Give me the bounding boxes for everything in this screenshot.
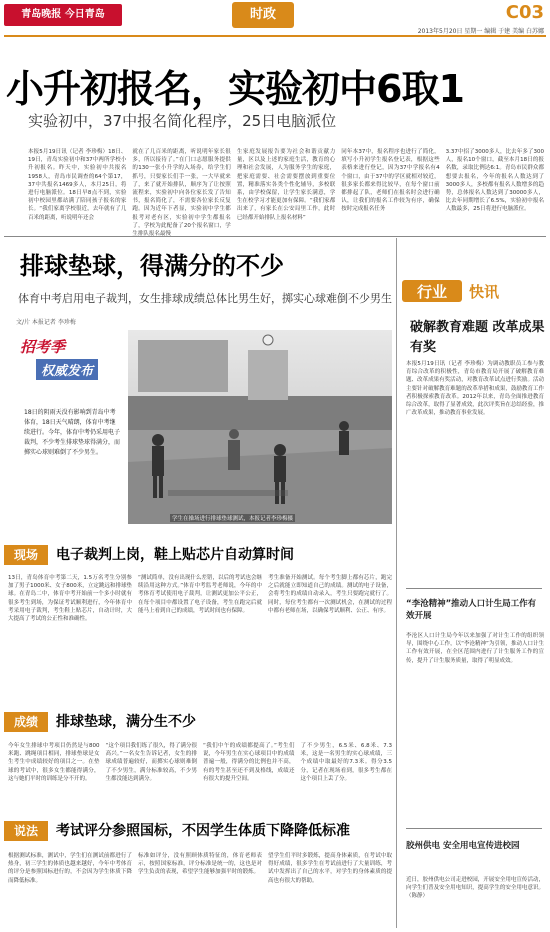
column-divider: [396, 238, 397, 928]
score-column: 了不少男生，6.5米、6.8米、7.3米，这是一名男生的实心球成绩，三个成绩中取最好的7.3米。得分3.5分，记者在现场看到，很多考生都在这个项目上丢了分。: [300, 743, 392, 782]
section-score-title[interactable]: 排球垫球，满分生不少: [56, 714, 196, 730]
industry-news-graphic: [400, 274, 504, 304]
right-body: 本报5月19日讯（记者 李珍梅）为调动教职员工参与教育综合改革的积极性，青岛市教育局开展了破解教育难题、改革成果有奖活动，对教育改革试点进行奖励。活动主要针对破解教育难题的改革举措和成果，鼓励教育工作者积极探索教育改革。2012年以来，青岛全面推进教育综合改革，取得了显著成效，此次评奖旨在总结经验，推广改革成果，推动教育事业发展。: [406, 361, 544, 417]
right-headline[interactable]: 破解教育难题 改革成果有奖: [410, 320, 545, 355]
score-column: “这个项目我们练了很久，得了满分很高兴。”一名女生告诉记者，女生的排球成绩普遍较好，而掷实心球则难倒了不少男生，满分标准较高，不少男生都没能达到满分。: [105, 743, 197, 782]
live-column: 13日，青岛体育中考第二天，1.5万名考生分别参加了男子1000米、女子800米，立定跳远和排球垫球。在青岛二中，体育中考开始前一个多小时就有很多考生到场，为保证考试顺利进行，今年体育中考采用电子裁判，考生鞋上贴芯片，自动计时，大大提高了考试的公正性和准确性。: [8, 575, 132, 623]
industry-logo-text-1: 行业: [416, 283, 448, 301]
say-column: 根据测试标准，测试中，学生们在测试前都进行了热身，初三学生的体质也越来越好，今年中考体育的评分是参照国标进行的，不会因为学生体质下降而降低标准。: [8, 853, 132, 884]
right-divider-2: [406, 828, 542, 829]
industry-news-logo: [400, 274, 504, 304]
say-column: 标准如评分，没有照顾体质特征的，体育老师表示，按照国家标准，评分标准是统一的，这也是对学生负责的表现，希望学生能够加强平时的锻炼。: [138, 853, 262, 876]
section-say-header: [4, 821, 396, 841]
photo-caption: 学生在操场进行排球垫球测试，本报记者李珍梅摄: [172, 516, 294, 522]
section-say-tag: 说法: [4, 821, 48, 841]
section-live-body: [8, 574, 392, 702]
masthead: [0, 0, 550, 38]
story1-column: 本报5月19日讯（记者 李珍梅）18日、19日，青岛实验初中和37中两所学校小升初报名。昨天中，实验初中共报名1958人，青岛市民调查的64个第17，37中共报名1469多人，本月25日，将进行电脑派位。18日早8点不到，实验初中校园里都站满了陪同孩子报名的家长。“我们家离学校很近，去年就有了几百米的距离，听说明年还会: [28, 149, 127, 221]
right-divider: [406, 588, 542, 589]
right-headline-2[interactable]: “李沧精神”推动人口计生局工作有效开展: [406, 599, 537, 621]
right-body-3: 近日，胶州供电公司走进校园，开展安全用电宣传活动，向学生们普及安全用电知识，提高学生的安全用电意识。（陈静）: [406, 877, 544, 900]
industry-logo-text-2: 快讯: [468, 283, 500, 301]
section-live-header: [4, 545, 396, 565]
main-headline[interactable]: 小升初报名，实验初中6取1: [6, 67, 464, 111]
story1-body: [28, 148, 545, 238]
main-subheadline: 实验初中，37中报名简化程序，25日电脑派位: [28, 112, 337, 130]
section-say-title[interactable]: 考试评分参照国标，不因学生体质下降降低标准: [56, 823, 350, 839]
live-column: “测试简单，没有出现什么差错，以后的考试也会继续沿用这种方式。”体育中考监考老师说，今年的中考体育考试使用电子裁判，让测试更加公平公正，在每个项目中都设置了电子设备，考生在跑完后就能马上看到自己的成绩，考试时间也有保障。: [138, 575, 262, 614]
section-live-title[interactable]: 电子裁判上岗，鞋上贴芯片自动算时间: [56, 547, 294, 563]
say-column: 望学生们平时多锻炼，提高身体素质，在考试中取得好成绩，很多学生在考试前进行了大量训练，考试中发挥出了自己的水平，对学生的身体素质的提高也有很大的帮助。: [268, 853, 392, 884]
story2-headline[interactable]: 排球垫球，得满分的不少: [20, 252, 284, 280]
newspaper-logo[interactable]: 青岛晚报 今日青岛: [4, 4, 122, 26]
right-headline-3[interactable]: 胶州供电 安全用电宣传进校园: [406, 841, 520, 851]
story1-column: 生家庭发展报告要为社会和谐贡献力量，区以及上述的家庭生活，教育的心理和社会发展，人为服务学生的家庭，把家庭需要、社会需要摆放到重要位置，精准落实各类个性化辅导，多校联系，由学校保留，让学生家长满意，学生在校学习才能更加有保障。“我们家都出来了，有家长在公安局里工作，此时已经都开始排队上报名材料”: [236, 149, 336, 221]
story2-subheadline: 体育中考启用电子裁判，女生排球成绩总体比男生好，掷实心球难倒不少男生: [18, 292, 392, 305]
story2-intro: 18日的阴雨天没有影响到青岛中考体育，18日天气晴朗，体育中考继续进行。今年，体育中考仍采用电子裁判，不少考生排球垫球得满分，而掷实心球则难倒了不少男生。: [24, 409, 121, 456]
divider: [4, 236, 546, 237]
section-score-body: [8, 742, 392, 802]
score-column: 今年女生排球中考项目仍然是与800米跑、跳绳项目相同，排球垫球是女生考生中成绩较好的项目之一。在垫球的考试中，很多女生都能得满分，这与她们平时的训练是分不开的。: [8, 743, 100, 782]
story1-column: 3.37中招了3000多人，比去年多了300人，报名10个窗口，截至本月18日的报名数，录取比例达6:1。青岛市民群众都想要去报名，今年的报名人数达到了3000多人，多校都有报名人数增多的趋势，总体报名人数达到了30000多人，比去年同期增长了6.5%，实验初中报名人数最多，25日将进行电脑派位。: [445, 149, 545, 213]
dateline: 2013年5月20日 星期一 编辑 于建 美编 白苏娜: [417, 28, 544, 35]
score-column: “我们中午的成绩都提高了。”考生们说，今年男生在实心球项目中的成绩普遍一般，得满分的比例也并不高，有的考生甚至还不到及格线，成绩还有很大的提升空间。: [203, 743, 295, 782]
story1-column: 同年本37中，报名程序也进行了简化，填写小升初学生报名登记表，根据这些表格来进行登记，因为37中学报名有4个窗口，由于37中的学区就相对较近，很多家长都来得比较早，在每个窗口前都排起了队，老师们在报名时会进行确认，让我们的报名工作较为有序，确保按时完成报名任务: [341, 149, 440, 213]
story1-column: 就在了几百米的距离，听说明年家长很多，所以接待了。”在门口志愿服务提供的130一张小升学的入场券，给学生们抓号，只要家长们手一张，一大早就来了，来了就开始排队，顺序为了让按照流程来，实验初中向各位家长发了告知书，报名简化了，不需要各位家长反复跑。因为近年下者显，实验初中学生都报考对老有区，实验初中学生都报名了，学校为此配备了20个报名窗口，学生排队报名最慢: [132, 149, 231, 238]
volleyball-photo: [128, 330, 392, 524]
photo-illustration: [128, 330, 392, 524]
byline: 文/片 本报记者 李珍梅: [16, 319, 76, 326]
badge-title: 招考季: [20, 338, 66, 356]
section-live-tag: 现场: [4, 545, 48, 565]
section-score-header: [4, 712, 396, 732]
right-body-2: 李沧区人口计生局今年以来加强了对计生工作的组织领导，围绕中心工作，以“李沧精神”为引领，推动人口计生工作有效开展，在全区范围内进行了计生服务工作的宣传，提升了计生服务质量，取得了明显成效。: [406, 633, 544, 664]
page-number: C03: [505, 2, 544, 23]
section-say-body: [8, 852, 392, 924]
badge-subtitle: 权威发布: [36, 359, 98, 380]
live-column: 考生准备开始测试。每个考生脚上都有芯片，跑完之后就能立即知道自己的成绩。测试的电子设备，会将考生的成绩自动录入，考生只要跑完就行了。同时，每位考生都有一次测试机会，在测试的过程中都有老师在场，以确保考试顺利、公正、有序。: [268, 575, 392, 614]
section-label: 时政: [232, 2, 294, 28]
section-score-tag: 成绩: [4, 712, 48, 732]
exam-season-badge: [20, 336, 118, 394]
masthead-rule: [4, 35, 546, 37]
